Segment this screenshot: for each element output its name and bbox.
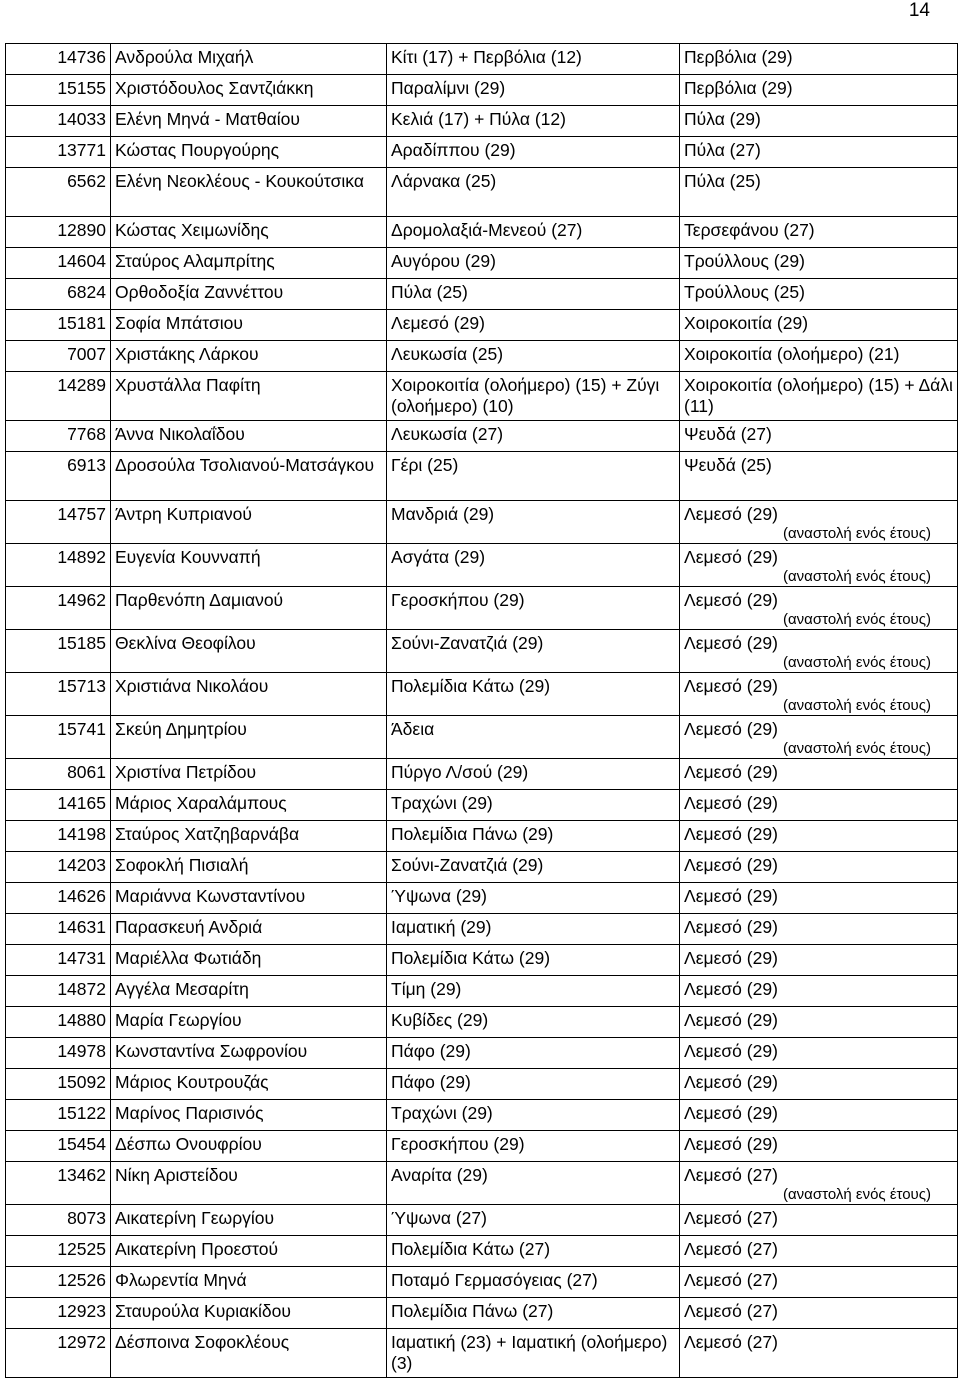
cell-from: Πολεμίδια Κάτω (27) xyxy=(387,1236,680,1267)
cell-from: Λάρνακα (25) xyxy=(387,168,680,217)
cell-to-note: (αναστολή ενός έτους) xyxy=(783,568,931,585)
cell-from: Αναρίτα (29) xyxy=(387,1162,680,1205)
cell-from: Ύψωνα (27) xyxy=(387,1205,680,1236)
cell-id: 15155 xyxy=(6,75,111,106)
cell-name: Κώστας Χειμωνίδης xyxy=(111,217,387,248)
cell-to xyxy=(680,673,958,716)
cell-name: Σοφία Μπάτσιου xyxy=(111,310,387,341)
cell-to-value: Λεμεσό (29) xyxy=(684,719,778,739)
cell-to-value: Λεμεσό (27) xyxy=(684,1301,778,1321)
cell-to-value: Ψευδά (27) xyxy=(684,424,772,444)
cell-id: 14203 xyxy=(6,852,111,883)
table-row xyxy=(6,372,958,421)
cell-id: 13462 xyxy=(6,1162,111,1205)
cell-to-value: Λεμεσό (29) xyxy=(684,917,778,937)
cell-name: Μαριέλλα Φωτιάδη xyxy=(111,945,387,976)
cell-to-value: Περβόλια (29) xyxy=(684,78,793,98)
cell-to xyxy=(680,1038,958,1069)
cell-id: 14736 xyxy=(6,44,111,75)
table-row xyxy=(6,852,958,883)
cell-to-value: Τρούλλους (29) xyxy=(684,251,805,271)
cell-name: Ελένη Νεοκλέους - Κουκούτσικα xyxy=(111,168,387,217)
cell-from: Τραχώνι (29) xyxy=(387,1100,680,1131)
cell-from: Πάφο (29) xyxy=(387,1069,680,1100)
cell-id: 14626 xyxy=(6,883,111,914)
cell-id: 14757 xyxy=(6,501,111,544)
table-row xyxy=(6,716,958,759)
cell-to-value: Λεμεσό (27) xyxy=(684,1208,778,1228)
cell-id: 12525 xyxy=(6,1236,111,1267)
table-row xyxy=(6,1162,958,1205)
cell-from: Πάφο (29) xyxy=(387,1038,680,1069)
cell-to-note: (αναστολή ενός έτους) xyxy=(783,525,931,542)
cell-to xyxy=(680,914,958,945)
cell-id: 12923 xyxy=(6,1298,111,1329)
table-row xyxy=(6,44,958,75)
table-row xyxy=(6,1007,958,1038)
cell-id: 6824 xyxy=(6,279,111,310)
cell-name: Θεκλίνα Θεοφίλου xyxy=(111,630,387,673)
cell-name: Χριστίνα Πετρίδου xyxy=(111,759,387,790)
cell-to-value: Λεμεσό (29) xyxy=(684,762,778,782)
cell-from: Κελιά (17) + Πύλα (12) xyxy=(387,106,680,137)
cell-from: Πολεμίδια Κάτω (29) xyxy=(387,673,680,716)
table-row xyxy=(6,1205,958,1236)
cell-id: 14892 xyxy=(6,544,111,587)
cell-from: Κυβίδες (29) xyxy=(387,1007,680,1038)
cell-from: Αραδίππου (29) xyxy=(387,137,680,168)
cell-id: 7768 xyxy=(6,421,111,452)
cell-name: Μάριος Χαραλάμπους xyxy=(111,790,387,821)
cell-to-note: (αναστολή ενός έτους) xyxy=(783,1186,931,1203)
cell-to xyxy=(680,544,958,587)
cell-from: Πολεμίδια Κάτω (29) xyxy=(387,945,680,976)
table-row xyxy=(6,310,958,341)
cell-to xyxy=(680,168,958,217)
cell-name: Μάριος Κουτρουζάς xyxy=(111,1069,387,1100)
cell-to-value: Ψευδά (25) xyxy=(684,455,772,475)
table-row xyxy=(6,945,958,976)
table-row xyxy=(6,883,958,914)
cell-from: Αυγόρου (29) xyxy=(387,248,680,279)
cell-to-note: (αναστολή ενός έτους) xyxy=(783,697,931,714)
cell-id: 12526 xyxy=(6,1267,111,1298)
table-row xyxy=(6,501,958,544)
cell-to xyxy=(680,630,958,673)
cell-from: Λεμεσό (29) xyxy=(387,310,680,341)
cell-name: Κωνσταντίνα Σωφρονίου xyxy=(111,1038,387,1069)
cell-from: Άδεια xyxy=(387,716,680,759)
cell-to-note: (αναστολή ενός έτους) xyxy=(783,611,931,628)
cell-to-value: Λεμεσό (29) xyxy=(684,676,778,696)
cell-to xyxy=(680,279,958,310)
cell-name: Ανδρούλα Μιχαήλ xyxy=(111,44,387,75)
cell-id: 14604 xyxy=(6,248,111,279)
cell-from: Τίμη (29) xyxy=(387,976,680,1007)
table-row xyxy=(6,821,958,852)
cell-to xyxy=(680,421,958,452)
cell-to xyxy=(680,821,958,852)
cell-name: Σκεύη Δημητρίου xyxy=(111,716,387,759)
cell-to xyxy=(680,452,958,501)
transfers-table xyxy=(5,43,958,1378)
cell-from: Ύψωνα (29) xyxy=(387,883,680,914)
cell-to xyxy=(680,976,958,1007)
cell-id: 15185 xyxy=(6,630,111,673)
cell-to xyxy=(680,587,958,630)
cell-to xyxy=(680,106,958,137)
cell-to xyxy=(680,759,958,790)
cell-name: Αικατερίνη Γεωργίου xyxy=(111,1205,387,1236)
cell-to xyxy=(680,716,958,759)
cell-name: Σταύρος Αλαμπρίτης xyxy=(111,248,387,279)
cell-to xyxy=(680,341,958,372)
cell-id: 15454 xyxy=(6,1131,111,1162)
cell-to-value: Λεμεσό (29) xyxy=(684,1103,778,1123)
cell-to-note: (αναστολή ενός έτους) xyxy=(783,740,931,757)
cell-id: 6562 xyxy=(6,168,111,217)
cell-name: Νίκη Αριστείδου xyxy=(111,1162,387,1205)
cell-from: Πύλα (25) xyxy=(387,279,680,310)
cell-id: 7007 xyxy=(6,341,111,372)
cell-from: Ιαματική (29) xyxy=(387,914,680,945)
cell-from: Ασγάτα (29) xyxy=(387,544,680,587)
cell-to xyxy=(680,137,958,168)
cell-id: 14033 xyxy=(6,106,111,137)
cell-name: Παρασκευή Ανδριά xyxy=(111,914,387,945)
cell-from: Πολεμίδια Πάνω (27) xyxy=(387,1298,680,1329)
cell-to-value: Λεμεσό (29) xyxy=(684,1134,778,1154)
table-row xyxy=(6,1298,958,1329)
cell-name: Φλωρεντία Μηνά xyxy=(111,1267,387,1298)
cell-to xyxy=(680,1100,958,1131)
cell-id: 14198 xyxy=(6,821,111,852)
table-row xyxy=(6,587,958,630)
cell-name: Μαριάννα Κωνσταντίνου xyxy=(111,883,387,914)
table-row xyxy=(6,217,958,248)
table-row xyxy=(6,168,958,217)
cell-from: Γεροσκήπου (29) xyxy=(387,587,680,630)
cell-name: Σοφοκλή Πισιαλή xyxy=(111,852,387,883)
table-row xyxy=(6,248,958,279)
cell-id: 14289 xyxy=(6,372,111,421)
cell-from: Πολεμίδια Πάνω (29) xyxy=(387,821,680,852)
cell-name: Άννα Νικολαΐδου xyxy=(111,421,387,452)
cell-to-value: Λεμεσό (29) xyxy=(684,824,778,844)
cell-to-value: Λεμεσό (29) xyxy=(684,547,778,567)
cell-name: Σταυρούλα Κυριακίδου xyxy=(111,1298,387,1329)
cell-to-value: Περβόλια (29) xyxy=(684,47,793,67)
cell-from: Δρομολαξιά-Μενεού (27) xyxy=(387,217,680,248)
cell-id: 12972 xyxy=(6,1329,111,1378)
cell-from: Μανδριά (29) xyxy=(387,501,680,544)
cell-id: 14165 xyxy=(6,790,111,821)
cell-id: 15181 xyxy=(6,310,111,341)
cell-from: Κίτι (17) + Περβόλια (12) xyxy=(387,44,680,75)
cell-id: 14731 xyxy=(6,945,111,976)
cell-id: 15741 xyxy=(6,716,111,759)
table-row xyxy=(6,1329,958,1378)
cell-to xyxy=(680,75,958,106)
cell-to-value: Λεμεσό (27) xyxy=(684,1332,778,1352)
cell-id: 15122 xyxy=(6,1100,111,1131)
cell-to-value: Χοιροκοιτία (29) xyxy=(684,313,809,333)
cell-id: 12890 xyxy=(6,217,111,248)
cell-name: Χριστάκης Λάρκου xyxy=(111,341,387,372)
cell-to xyxy=(680,1236,958,1267)
cell-from: Σούνι-Ζανατζιά (29) xyxy=(387,852,680,883)
cell-to-value: Χοιροκοιτία (ολοήμερο) (15) + Δάλι (11) xyxy=(684,375,953,416)
cell-from: Χοιροκοιτία (ολοήμερο) (15) + Ζύγι (ολοήμερο) (10) xyxy=(387,372,680,421)
cell-to xyxy=(680,44,958,75)
cell-name: Παρθενόπη Δαμιανού xyxy=(111,587,387,630)
cell-to-value: Λεμεσό (27) xyxy=(684,1165,778,1185)
table-row xyxy=(6,1267,958,1298)
cell-id: 14962 xyxy=(6,587,111,630)
cell-from: Ποταμό Γερμασόγειας (27) xyxy=(387,1267,680,1298)
cell-id: 14880 xyxy=(6,1007,111,1038)
cell-name: Κώστας Πουργούρης xyxy=(111,137,387,168)
cell-to-value: Λεμεσό (29) xyxy=(684,979,778,999)
table-row xyxy=(6,1069,958,1100)
cell-to-value: Λεμεσό (29) xyxy=(684,1010,778,1030)
cell-to-value: Λεμεσό (29) xyxy=(684,1072,778,1092)
cell-to-value: Λεμεσό (27) xyxy=(684,1270,778,1290)
table-row xyxy=(6,1131,958,1162)
cell-name: Δέσποινα Σοφοκλέους xyxy=(111,1329,387,1378)
cell-to xyxy=(680,1131,958,1162)
cell-id: 8073 xyxy=(6,1205,111,1236)
cell-to xyxy=(680,1205,958,1236)
cell-name: Μαρία Γεωργίου xyxy=(111,1007,387,1038)
cell-id: 15713 xyxy=(6,673,111,716)
table-row xyxy=(6,914,958,945)
cell-name: Χρυστάλλα Παφίτη xyxy=(111,372,387,421)
cell-name: Ελένη Μηνά - Ματθαίου xyxy=(111,106,387,137)
cell-id: 14978 xyxy=(6,1038,111,1069)
cell-name: Δροσούλα Τσολιανού-Ματσάγκου xyxy=(111,452,387,501)
cell-to-value: Λεμεσό (29) xyxy=(684,855,778,875)
cell-from: Λευκωσία (27) xyxy=(387,421,680,452)
cell-to-note: (αναστολή ενός έτους) xyxy=(783,654,931,671)
cell-id: 13771 xyxy=(6,137,111,168)
cell-name: Δέσπω Ονουφρίου xyxy=(111,1131,387,1162)
cell-name: Χριστόδουλος Σαντζιάκκη xyxy=(111,75,387,106)
table-row xyxy=(6,421,958,452)
cell-to-value: Χοιροκοιτία (ολοήμερο) (21) xyxy=(684,344,900,364)
cell-name: Ευγενία Κουνναπή xyxy=(111,544,387,587)
cell-id: 15092 xyxy=(6,1069,111,1100)
table-row xyxy=(6,75,958,106)
cell-to-value: Λεμεσό (29) xyxy=(684,504,778,524)
cell-name: Μαρίνος Παρισινός xyxy=(111,1100,387,1131)
cell-to xyxy=(680,852,958,883)
cell-id: 14631 xyxy=(6,914,111,945)
cell-to xyxy=(680,1329,958,1378)
cell-to xyxy=(680,945,958,976)
cell-to xyxy=(680,1007,958,1038)
cell-from: Τραχώνι (29) xyxy=(387,790,680,821)
cell-from: Παραλίμνι (29) xyxy=(387,75,680,106)
cell-from: Σούνι-Ζανατζιά (29) xyxy=(387,630,680,673)
cell-to xyxy=(680,1069,958,1100)
cell-from: Ιαματική (23) + Ιαματική (ολοήμερο) (3) xyxy=(387,1329,680,1378)
cell-to xyxy=(680,1162,958,1205)
cell-to xyxy=(680,790,958,821)
cell-to-value: Πύλα (27) xyxy=(684,140,761,160)
page-number: 14 xyxy=(908,0,930,21)
table-row xyxy=(6,137,958,168)
table-row xyxy=(6,630,958,673)
table-row xyxy=(6,976,958,1007)
cell-to xyxy=(680,1267,958,1298)
cell-name: Σταύρος Χατζηβαρνάβα xyxy=(111,821,387,852)
cell-to-value: Λεμεσό (29) xyxy=(684,793,778,813)
table-row xyxy=(6,790,958,821)
cell-from: Γεροσκήπου (29) xyxy=(387,1131,680,1162)
cell-id: 6913 xyxy=(6,452,111,501)
cell-name: Χριστιάνα Νικολάου xyxy=(111,673,387,716)
cell-id: 8061 xyxy=(6,759,111,790)
cell-to xyxy=(680,217,958,248)
cell-to-value: Λεμεσό (29) xyxy=(684,590,778,610)
cell-to-value: Λεμεσό (27) xyxy=(684,1239,778,1259)
cell-to-value: Πύλα (25) xyxy=(684,171,761,191)
cell-to-value: Λεμεσό (29) xyxy=(684,886,778,906)
cell-to xyxy=(680,248,958,279)
cell-name: Αικατερίνη Προεστού xyxy=(111,1236,387,1267)
cell-to-value: Λεμεσό (29) xyxy=(684,633,778,653)
cell-name: Αγγέλα Μεσαρίτη xyxy=(111,976,387,1007)
table-row xyxy=(6,279,958,310)
table-row xyxy=(6,341,958,372)
table-row xyxy=(6,1236,958,1267)
table-row xyxy=(6,1038,958,1069)
cell-to-value: Τρούλλους (25) xyxy=(684,282,805,302)
table-row xyxy=(6,1100,958,1131)
cell-to xyxy=(680,372,958,421)
cell-to xyxy=(680,883,958,914)
cell-from: Πύργο Λ/σού (29) xyxy=(387,759,680,790)
cell-to xyxy=(680,501,958,544)
cell-to xyxy=(680,310,958,341)
cell-from: Λευκωσία (25) xyxy=(387,341,680,372)
transfers-table-body xyxy=(6,44,958,1378)
table-row xyxy=(6,106,958,137)
cell-to xyxy=(680,1298,958,1329)
cell-to-value: Τερσεφάνου (27) xyxy=(684,220,815,240)
table-row xyxy=(6,673,958,716)
table-row xyxy=(6,452,958,501)
table-row xyxy=(6,544,958,587)
cell-to-value: Λεμεσό (29) xyxy=(684,1041,778,1061)
cell-name: Άντρη Κυπριανού xyxy=(111,501,387,544)
cell-to-value: Πύλα (29) xyxy=(684,109,761,129)
cell-from: Γέρι (25) xyxy=(387,452,680,501)
cell-to-value: Λεμεσό (29) xyxy=(684,948,778,968)
cell-id: 14872 xyxy=(6,976,111,1007)
cell-name: Ορθοδοξία Ζαννέττου xyxy=(111,279,387,310)
table-row xyxy=(6,759,958,790)
